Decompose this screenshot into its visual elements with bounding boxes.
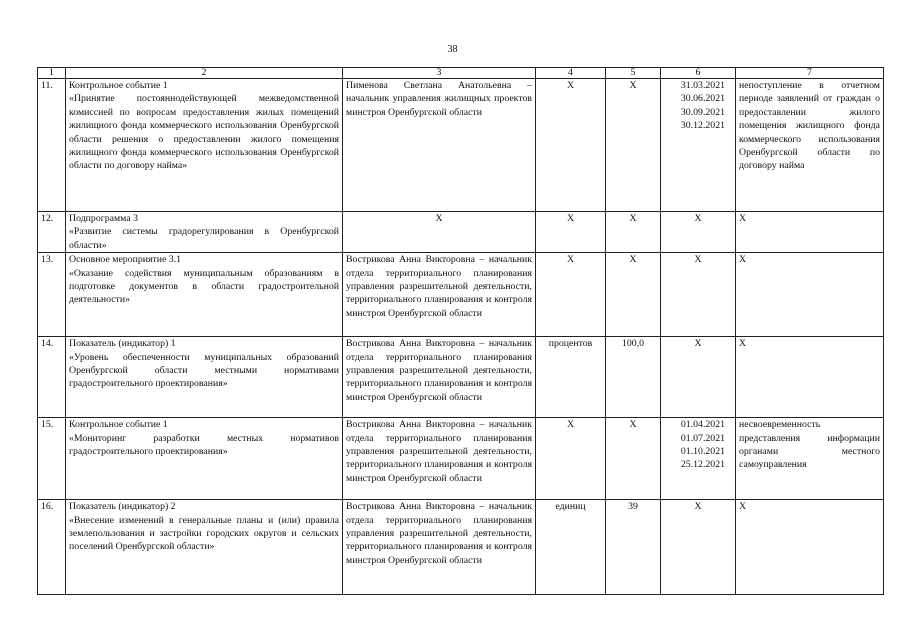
responsible-person: Вострикова Анна Викторовна – начальник отдела территориального планирования управления разрешительной деятельности, территориального планирования и контроля минстроя Оренбургской области xyxy=(343,418,536,500)
col5-value: X xyxy=(606,79,661,212)
row-item xyxy=(66,253,343,337)
table-row xyxy=(38,500,884,595)
row-description: «Мониторинг разработки местных нормативов градостроительного проектирования» xyxy=(69,432,339,458)
row-number: 15. xyxy=(38,418,66,500)
row-number: 13. xyxy=(38,253,66,337)
date: 30.09.2021 xyxy=(680,106,725,118)
col7-note: X xyxy=(736,500,884,595)
row-description: «Принятие постояннодействующей межведомственной комиссией по вопросам предоставления жилых помещений жилищного фонда коммерческого использования Оренбургской области решения о предоставлении жилого помещения жилищного фонда коммерческого использования Оренбургской области по договору найма» xyxy=(69,93,339,172)
row-item xyxy=(66,212,343,253)
column-header: 7 xyxy=(736,68,884,79)
col7-note: несвоевременность представления информации органами местного самоуправления xyxy=(736,418,884,500)
column-header: 1 xyxy=(38,68,66,79)
plan-table xyxy=(37,67,884,595)
row-description: «Внесение изменений в генеральные планы и (или) правила землепользования и застройки городских округов и сельских поселений Оренбургской области» xyxy=(69,514,339,553)
table-row xyxy=(38,418,884,500)
row-title: Контрольное событие 1 xyxy=(69,80,168,91)
page-number: 38 xyxy=(447,44,458,55)
col7-note: X xyxy=(736,212,884,253)
row-number: 14. xyxy=(38,337,66,418)
column-header: 5 xyxy=(606,68,661,79)
col6-value: X xyxy=(661,500,736,595)
row-item xyxy=(66,337,343,418)
col7-note: X xyxy=(736,337,884,418)
table-row xyxy=(38,253,884,337)
col4-value: X xyxy=(536,212,606,253)
row-item xyxy=(66,418,343,500)
date-list xyxy=(661,79,736,212)
table-row xyxy=(38,337,884,418)
row-item xyxy=(66,500,343,595)
col4-value: X xyxy=(536,253,606,337)
date: 01.10.2021 xyxy=(680,446,725,458)
col5-value: 100,0 xyxy=(606,337,661,418)
row-number: 16. xyxy=(38,500,66,595)
responsible-person: Вострикова Анна Викторовна – начальник отдела территориального планирования управления разрешительной деятельности, территориального планирования и контроля минстроя Оренбургской области xyxy=(343,337,536,418)
column-header: 3 xyxy=(343,68,536,79)
col5-value: 39 xyxy=(606,500,661,595)
row-description: «Развитие системы градорегулирования в Оренбургской области» xyxy=(69,226,339,251)
responsible-person: Вострикова Анна Викторовна – начальник отдела территориального планирования управления разрешительной деятельности, территориального планирования и контроля минстроя Оренбургской области xyxy=(343,500,536,595)
row-item xyxy=(66,79,343,212)
row-title: Показатель (индикатор) 2 xyxy=(69,501,176,513)
col5-value: X xyxy=(606,212,661,253)
row-title: Основное мероприятие 3.1 xyxy=(69,254,182,266)
row-number: 12. xyxy=(38,212,66,253)
date-list xyxy=(661,418,736,500)
row-description: «Уровень обеспеченности муниципальных образований Оренбургской области местными нормативами градостроительного проектирования» xyxy=(69,351,339,390)
row-description: «Оказание содействия муниципальным образованиям в подготовке документов в области градостроительной деятельности» xyxy=(69,267,339,306)
column-header: 2 xyxy=(66,68,343,79)
date: 30.12.2021 xyxy=(680,120,725,132)
date: 30.06.2021 xyxy=(680,93,725,105)
date: 31.03.2021 xyxy=(680,80,725,91)
date: 01.07.2021 xyxy=(680,432,725,444)
column-header: 6 xyxy=(661,68,736,79)
column-header: 4 xyxy=(536,68,606,79)
row-title: Контрольное событие 1 xyxy=(69,419,168,431)
row-title: Подпрограмма 3 xyxy=(69,213,139,224)
table-row xyxy=(38,79,884,212)
table-row xyxy=(38,212,884,253)
responsible-person: Пименова Светлана Анатольевна – начальник управления жилищных проектов минстроя Оренбургской области xyxy=(343,79,536,212)
responsible-person: X xyxy=(343,212,536,253)
row-title: Показатель (индикатор) 1 xyxy=(69,338,176,350)
col7-note: непоступление в отчетном периоде заявлений от граждан о предоставлении жилого помещения жилищного фонда коммерческого использования Оренбургской области по договору найма xyxy=(736,79,884,212)
col7-note: X xyxy=(736,253,884,337)
row-number: 11. xyxy=(38,79,66,212)
col6-value: X xyxy=(661,212,736,253)
col6-value: X xyxy=(661,337,736,418)
col4-value: X xyxy=(536,418,606,500)
col5-value: X xyxy=(606,418,661,500)
date: 01.04.2021 xyxy=(680,419,725,431)
col5-value: X xyxy=(606,253,661,337)
date: 25.12.2021 xyxy=(680,459,725,471)
col4-value: X xyxy=(536,79,606,212)
col6-value: X xyxy=(661,253,736,337)
col4-value: единиц xyxy=(536,500,606,595)
column-header-row xyxy=(38,68,884,79)
responsible-person: Вострикова Анна Викторовна – начальник отдела территориального планирования управления разрешительной деятельности, территориального планирования и контроля минстроя Оренбургской области xyxy=(343,253,536,337)
col4-value: процентов xyxy=(536,337,606,418)
